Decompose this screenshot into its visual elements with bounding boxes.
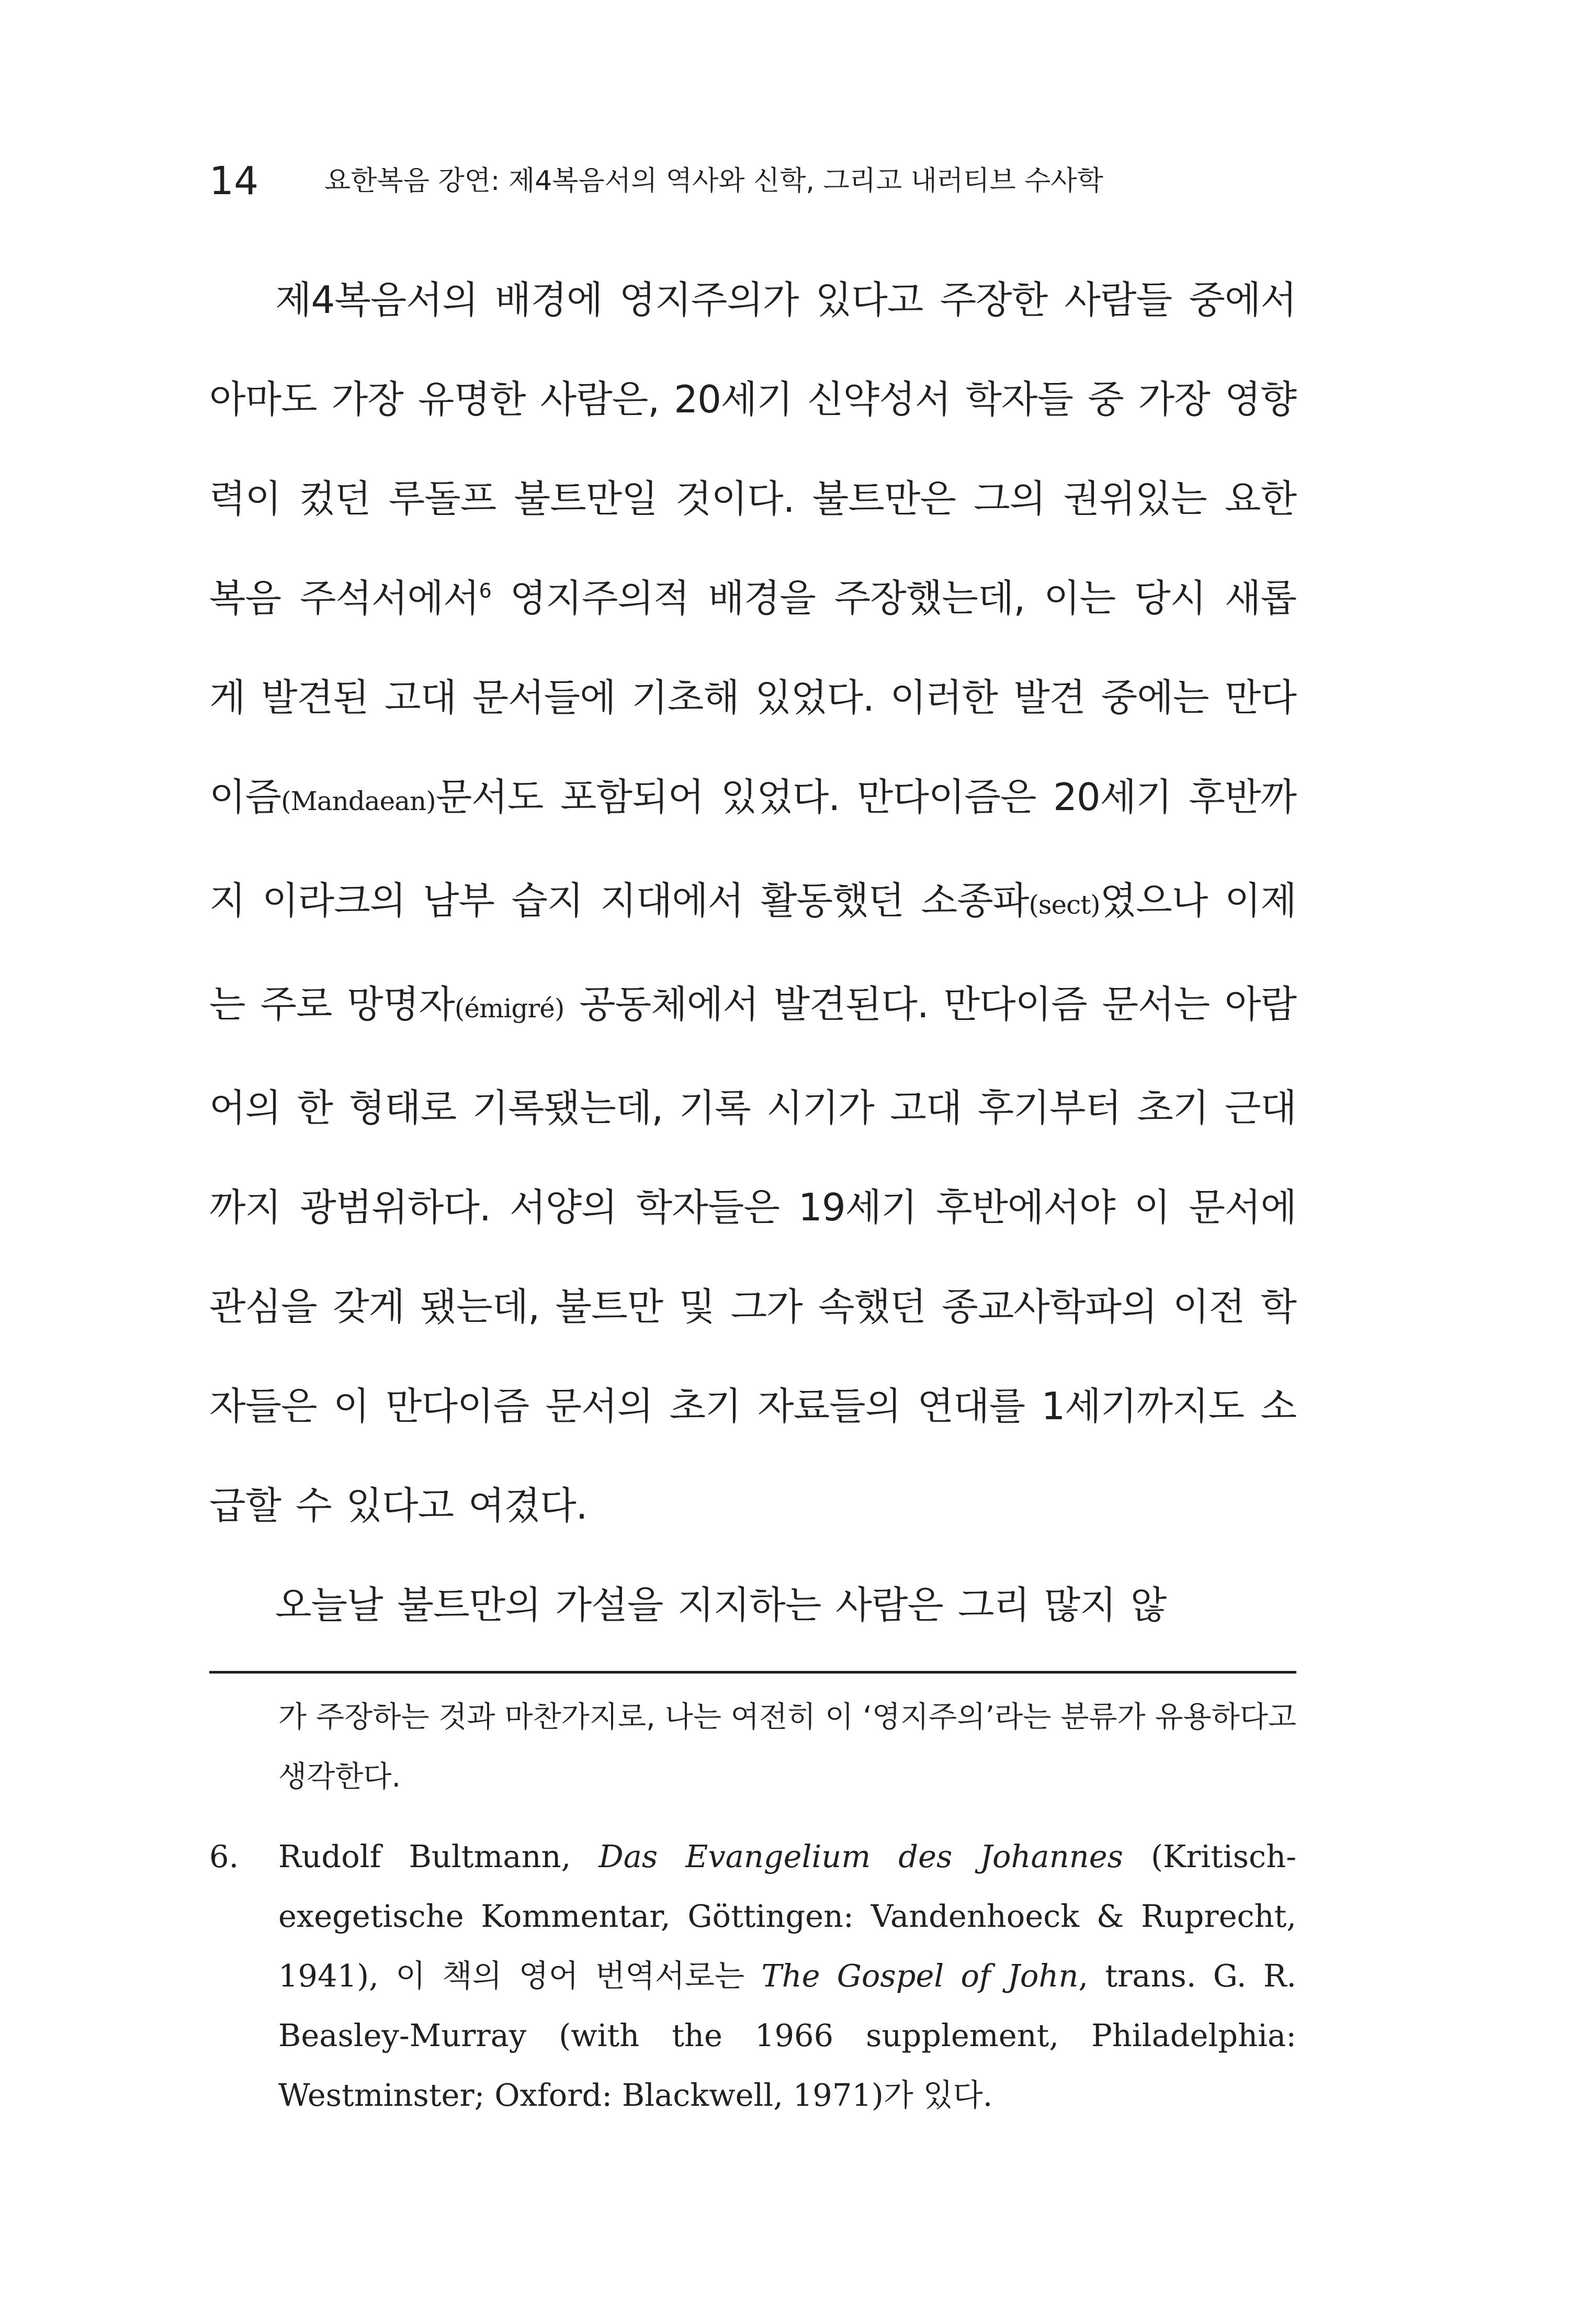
term-emigre: (émigré)	[454, 993, 564, 1024]
running-header	[209, 155, 1373, 207]
footnotes	[209, 1688, 1296, 2125]
footnote-6-number: 6.	[209, 1838, 239, 1874]
footnote-6-author: Rudolf Bultmann,	[278, 1838, 599, 1874]
term-sect: (sect)	[1029, 890, 1100, 920]
paragraph-2: 오늘날 불트만의 가설을 지지하는 사람은 그리 많지 않	[275, 1583, 1167, 1627]
running-title: 요한복음 강연: 제4복음서의 역사와 신학, 그리고 내러티브 수사학	[324, 165, 1103, 197]
page-number: 14	[209, 159, 259, 204]
footnote-6-title-english: The Gospel of John	[761, 1958, 1079, 1994]
footnote-6-publication: (Kritisch-exegetische Kommentar, Göttingen: Vandenhoeck & Ruprecht, 1941), 이 책의 영어 번역서로는	[278, 1838, 1297, 1994]
paragraph-1-text-b: 영지주의적 배경을 주장했는데, 이는 당시 새롭게 발견된 고대 문서들에 기초해 있었다. 이러한 발견 중에는 만다이즘	[209, 576, 1296, 819]
main-text	[209, 250, 1296, 1655]
paragraph-1-text-a: 제4복음서의 배경에 영지주의가 있다고 주장한 사람들 중에서 아마도 가장 유명한 사람은, 20세기 신약성서 학자들 중 가장 영향력이 컸던 루돌프 불트만일 것이다. 불트만은 그의 권위있는 요한복음 주석서에서	[209, 278, 1296, 620]
paragraph-1-text-e: 공동체에서 발견된다. 만다이즘 문서는 아람어의 한 형태로 기록됐는데, 기록 시기가 고대 후기부터 초기 근대까지 광범위하다. 서양의 학자들은 19세기 후반에서야 이 문서에 관심을 갖게 됐는데, 불트만 및 그가 속했던 종교사학파의 이전 학자들은 이 만다이즘 문서의 초기 자료들의 연대를 1세기까지도 소급할 수 있다고 여겼다.	[209, 982, 1296, 1528]
footnote-reference-6: 6	[479, 579, 491, 602]
term-mandaean: (Mandaean)	[281, 786, 436, 816]
footnote-6-translation: , trans. G. R. Beasley-Murray (with the 1966 supplement, Philadelphia: Westminster; Oxford: Blackwell, 1971)가 있다.	[278, 1958, 1296, 2113]
paragraph-1-text-d: 였으나 이제는 주로 망명자	[209, 879, 1296, 1026]
footnote-6	[209, 1827, 1296, 2125]
footnote-6-title-german: Das Evangelium des Johannes	[598, 1838, 1123, 1874]
footnote-continuation: 가 주장하는 것과 마찬가지로, 나는 여전히 이 ‘영지주의’라는 분류가 유용하다고 생각한다.	[278, 1700, 1296, 1794]
paragraph-1-text-c: 문서도 포함되어 있었다. 만다이즘은 20세기 후반까지 이라크의 남부 습지 지대에서 활동했던 소종파	[209, 775, 1296, 923]
paragraph-1	[209, 250, 1296, 1555]
footnote-divider	[209, 1671, 1296, 1674]
